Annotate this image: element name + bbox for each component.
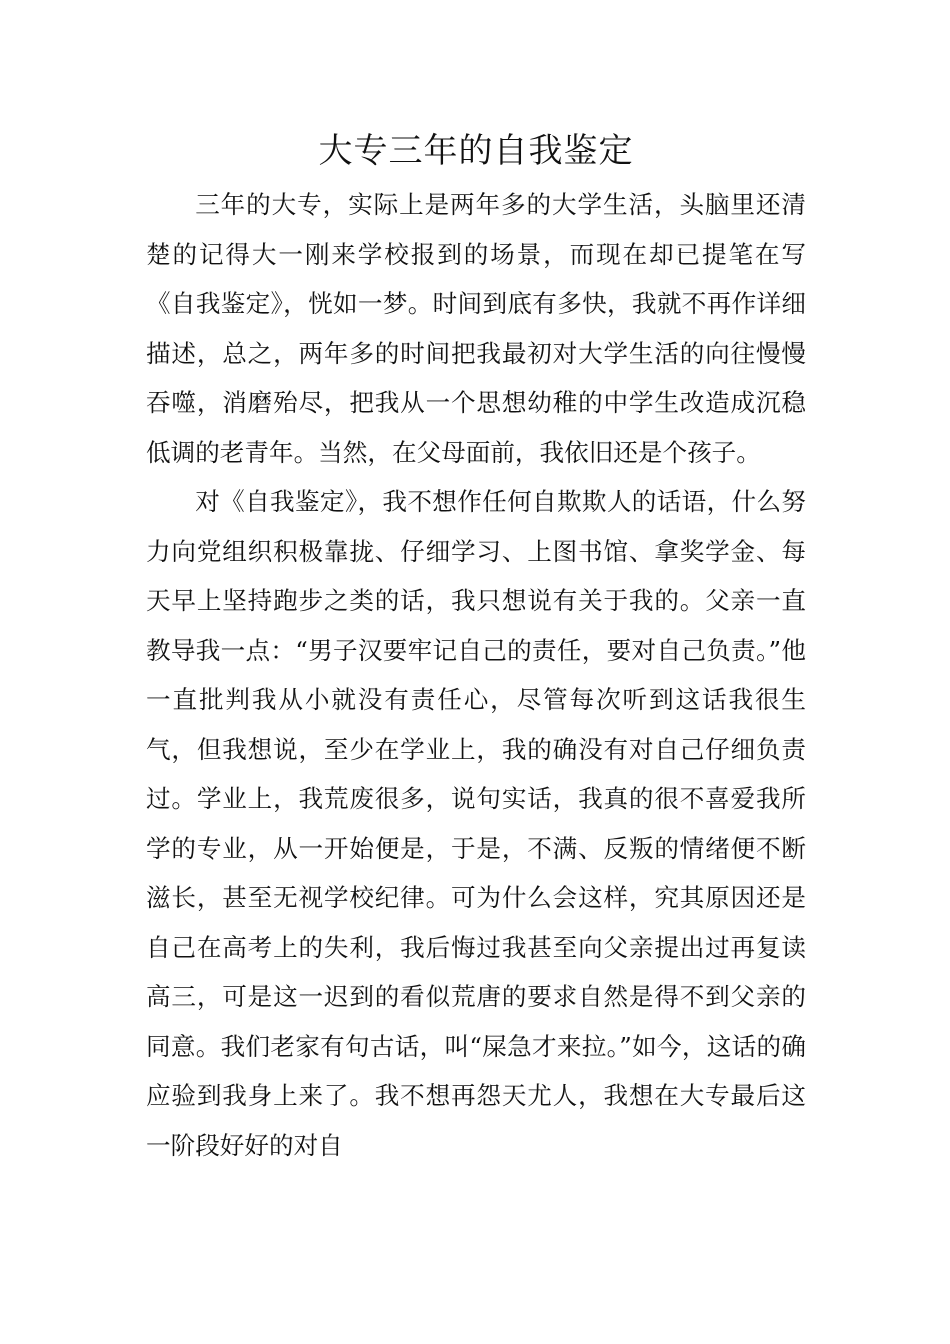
paragraph-1: 三年的大专，实际上是两年多的大学生活，头脑里还清楚的记得大一刚来学校报到的场景，而现在却已提笔在写《自我鉴定》，恍如一梦。时间到底有多快，我就不再作详细描述，总之，两年多的时间把我最初对大学生活的向往慢慢吞噬，消磨殆尽，把我从一个思想幼稚的中学生改造成沉稳低调的老青年。当然，在父母面前，我依旧还是个孩子。 bbox=[146, 190, 806, 467]
document-page bbox=[146, 122, 806, 1170]
document-title: 大专三年的自我鉴定 bbox=[318, 131, 634, 171]
paragraph-2: 对《自我鉴定》，我不想作任何自欺欺人的话语，什么努力向党组织积极靠拢、仔细学习、上图书馆、拿奖学金、每天早上坚持跑步之类的话，我只想说有关于我的。父亲一直教导我一点：“男子汉要牢记自己的责任，要对自己负责。”他一直批判我从小就没有责任心，尽管每次听到这话我很生气，但我想说，至少在学业上，我的确没有对自己仔细负责过。学业上，我荒废很多，说句实话，我真的很不喜爱我所学的专业，从一开始便是，于是，不满、反叛的情绪便不断滋长，甚至无视学校纪律。可为什么会这样，究其原因还是自己在高考上的失利，我后悔过我甚至向父亲提出过再复读高三，可是这一迟到的看似荒唐的要求自然是得不到父亲的同意。我们老家有句古话，叫“屎急才来拉。”如今，这话的确应验到我身上来了。我不想再怨天尤人，我想在大专最后这一阶段好好的对自 bbox=[146, 487, 806, 1160]
